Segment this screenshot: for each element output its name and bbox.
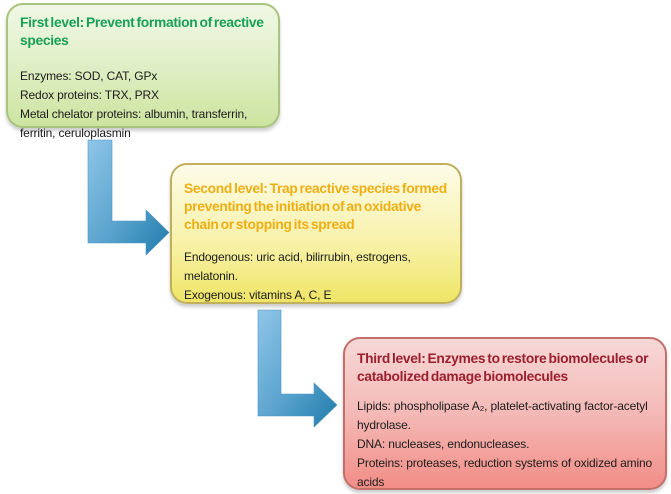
second-level-line-endogenous: Endogenous: uric acid, bilirrubin, estrogens, melatonin. <box>184 250 411 283</box>
first-level-line-enzymes: Enzymes: SOD, CAT, GPx <box>20 69 158 83</box>
second-level-line-exogenous: Exogenous: vitamins A, C, E <box>184 288 332 302</box>
third-level-line-lipids: Lipids: phospholipase A₂, platelet-activating factor-acetyl hydrolase. <box>357 399 648 432</box>
third-level-line-proteins: Proteins: proteases, reduction systems of oxidized amino acids <box>357 456 653 489</box>
first-level-line-metal-chelators: Metal chelator proteins: albumin, transferrin, ferritin, ceruloplasmin <box>20 107 248 140</box>
second-level-title: Second level: Trap reactive species formed preventing the initiation of an oxidative chain or stopping its spread <box>184 181 447 232</box>
third-level-title: Third level: Enzymes to restore biomolecules or catabolized damage biomolecules <box>357 351 649 384</box>
third-level-body <box>345 397 665 492</box>
first-level-title: First level: Prevent formation of reactive species <box>20 15 264 48</box>
third-level-box <box>343 337 667 490</box>
third-level-line-dna: DNA: nucleases, endonucleases. <box>357 437 530 451</box>
first-level-body <box>8 67 278 143</box>
bent-arrow-first-to-second-icon <box>88 140 169 255</box>
first-level-box <box>6 3 280 140</box>
first-level-line-redox-proteins: Redox proteins: TRX, PRX <box>20 88 159 102</box>
second-level-box <box>170 163 462 304</box>
bent-arrow-second-to-third-icon <box>258 310 337 427</box>
second-level-body <box>172 248 460 305</box>
